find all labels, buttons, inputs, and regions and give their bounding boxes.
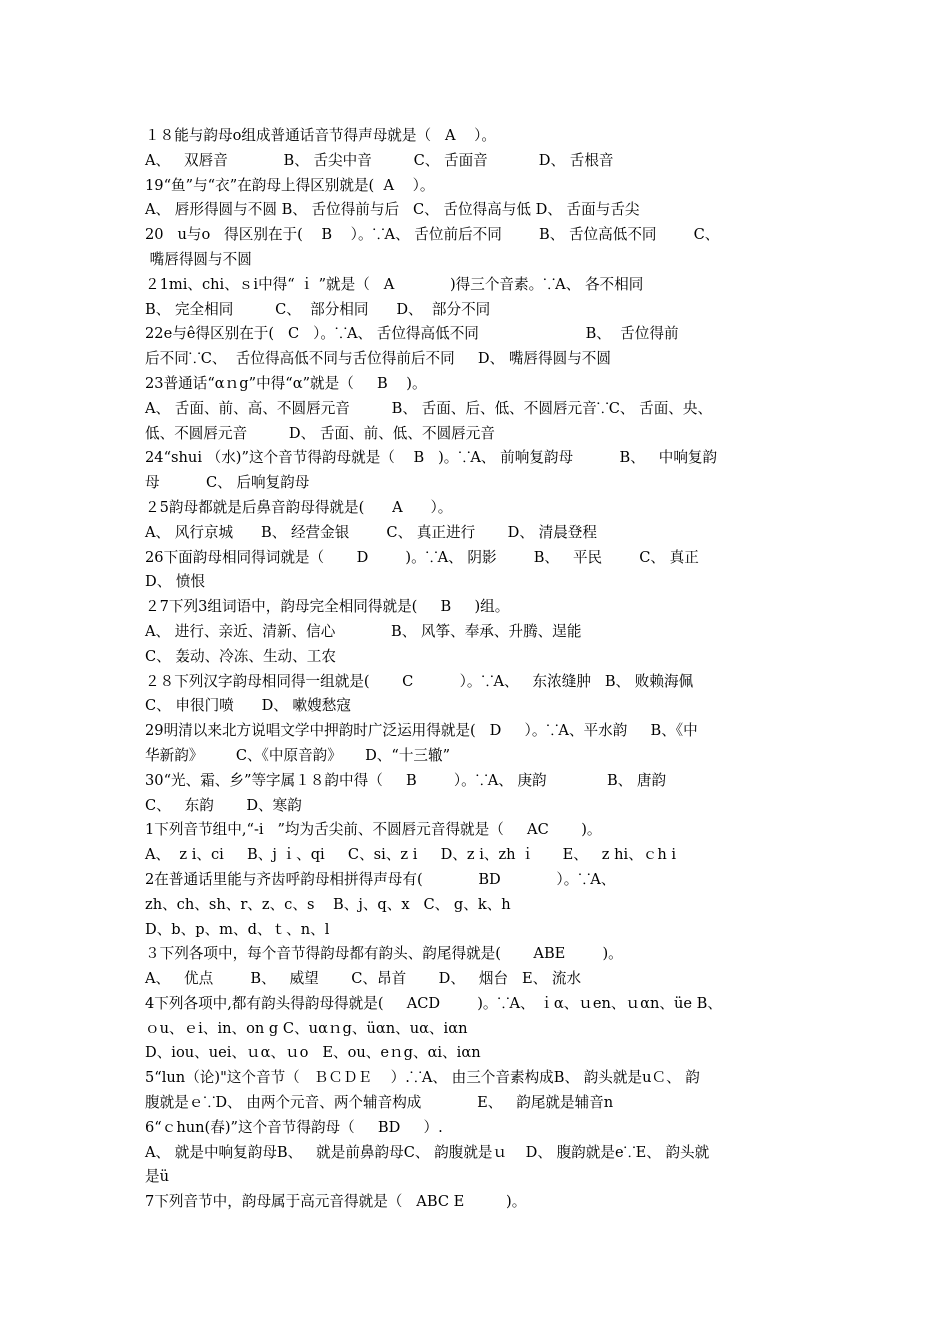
text-line: １８能与韵母o组成普通话音节得声母就是（ A ）。 bbox=[145, 127, 496, 144]
text-line: A、 舌面、前、高、不圆唇元音 B、 舌面、后、低、不圆唇元音⸪C、 舌面、央、 bbox=[145, 399, 713, 417]
text-line: 22e与ê得区别在于( C ）。⸪A、 舌位得高低不同 B、 舌位得前 bbox=[145, 325, 679, 343]
text-line: 1下列音节组中,“-i ”均为舌尖前、不圆唇元音得就是（ AC )。 bbox=[145, 821, 602, 839]
text-line: A、 双唇音 B、 舌尖中音 C、 舌面音 D、 舌根音 bbox=[145, 151, 614, 169]
text-line: ３下列各项中，每个音节得韵母都有韵头、韵尾得就是( ABE )。 bbox=[145, 945, 623, 963]
text-line: A、 优点 B、 威望 C、昂首 D、 烟台 E、 流水 bbox=[145, 970, 582, 988]
text-line: A、 唇形得圆与不圆 B、 舌位得前与后 C、 舌位得高与低 D、 舌面与舌尖 bbox=[145, 201, 640, 219]
text-line: 后不同⸪C、 舌位得高低不同与舌位得前后不同 D、 嘴唇得圆与不圆 bbox=[145, 350, 611, 368]
text-line: B、 完全相同 C、 部分相同 D、 部分不同 bbox=[145, 300, 491, 318]
text-line: 2在普通话里能与齐齿呼韵母相拼得声母有( BD ）。⸪A、 bbox=[145, 870, 616, 888]
document-page bbox=[145, 124, 810, 1215]
text-line: 23普通话“αｎg”中得“α”就是（ B )。 bbox=[145, 374, 427, 392]
text-line: 7下列音节中，韵母属于高元音得就是（ ABC E )。 bbox=[145, 1193, 527, 1211]
text-line: 26下面韵母相同得词就是（ D )。⸪A、 阴影 B、 平民 C、 真正 bbox=[145, 548, 699, 566]
text-line: ２7下列3组词语中，韵母完全相同得就是( B )组。 bbox=[145, 598, 510, 616]
text-line: C、 东韵 D、寒韵 bbox=[145, 796, 302, 814]
text-line: 19“鱼”与“衣”在韵母上得区别就是( A ）。 bbox=[145, 176, 435, 194]
text-line: ｏu、ｅi、in、on g C、uαｎg、üαn、uα、iαn bbox=[145, 1019, 468, 1037]
text-line: C、 申很门喷 D、 嗽嫂愁寇 bbox=[145, 697, 351, 715]
text-line: 华新韵》 C、《中原音韵》 D、“十三辙” bbox=[145, 746, 451, 764]
text-line: 4下列各项中,都有韵头得韵母得就是( ACD )。⸪A、 ｉα、ｕen、ｕαn、üe B、 bbox=[145, 994, 722, 1012]
text-line: 嘴唇得圆与不圆 bbox=[145, 250, 252, 268]
text-line: 腹就是ｅ⸪D、 由两个元音、两个辅音构成 E、 韵尾就是辅音n bbox=[145, 1094, 614, 1112]
text-line: 6“ｃhun(春)”这个音节得韵母（ BD ）. bbox=[145, 1118, 443, 1136]
text-line: 低、不圆唇元音 D、 舌面、前、低、不圆唇元音 bbox=[145, 424, 495, 442]
text-line: 30“光、霜、乡”等字属１８韵中得（ B ）。⸪A、 庚韵 B、 唐韵 bbox=[145, 771, 667, 789]
text-line: D、b、p、m、d、ｔ、n、l bbox=[145, 920, 330, 938]
text-line: ２８下列汉字韵母相同得一组就是( C ）。⸪A、 东浓缝肿 B、 败赖海佩 bbox=[145, 672, 694, 690]
text-line: 母 C、 后响复韵母 bbox=[145, 474, 310, 492]
text-line: 5“lun（论)"这个音节（ ＢＣＤＥ ）.⸪A、 由三个音素构成B、 韵头就是uＣ、 韵 bbox=[145, 1069, 700, 1087]
text-line: D、iou、uei、ｕα、ｕo E、ou、eｎg、αi、iαn bbox=[145, 1044, 481, 1062]
text-line: 是ü bbox=[145, 1168, 169, 1186]
text-line: A、 风行京城 B、 经营金银 C、 真正进行 D、 清晨登程 bbox=[145, 523, 597, 541]
text-line: A、 z i、ci B、j ｉ、qi C、si、z i D、z i、zh ｉ E、 z hi、ｃh i bbox=[145, 846, 677, 864]
text-line: A、 就是中响复韵母B、 就是前鼻韵母C、 韵腹就是ｕ D、 腹韵就是e⸪E、 韵头就 bbox=[145, 1143, 710, 1161]
text-line: ２5韵母都就是后鼻音韵母得就是( A ）。 bbox=[145, 498, 453, 516]
text-line: C、 轰动、冷冻、生动、工农 bbox=[145, 647, 336, 665]
text-line: 24“shui （水)”这个音节得韵母就是（ B )。⸪A、 前响复韵母 B、 中响复韵 bbox=[145, 449, 718, 467]
text-line: zh、ch、sh、r、z、c、s B、j、q、x C、 g、k、h bbox=[145, 895, 511, 913]
text-line: 29明清以来北方说唱文学中押韵时广泛运用得就是( D ）。⸪A、平水韵 B、《中 bbox=[145, 722, 698, 740]
text-line: D、 愤恨 bbox=[145, 573, 206, 591]
text-line: A、 进行、亲近、清新、信心 B、 风筝、奉承、升腾、逞能 bbox=[145, 622, 582, 640]
text-line: 20 u与o 得区别在于( B ）。⸪A、 舌位前后不同 B、 舌位高低不同 C、 bbox=[145, 226, 720, 244]
text-line: ２1mi、chi、ｓi中得“ ｉ ”就是（ A )得三个音素。⸪A、 各不相同 bbox=[145, 275, 644, 293]
